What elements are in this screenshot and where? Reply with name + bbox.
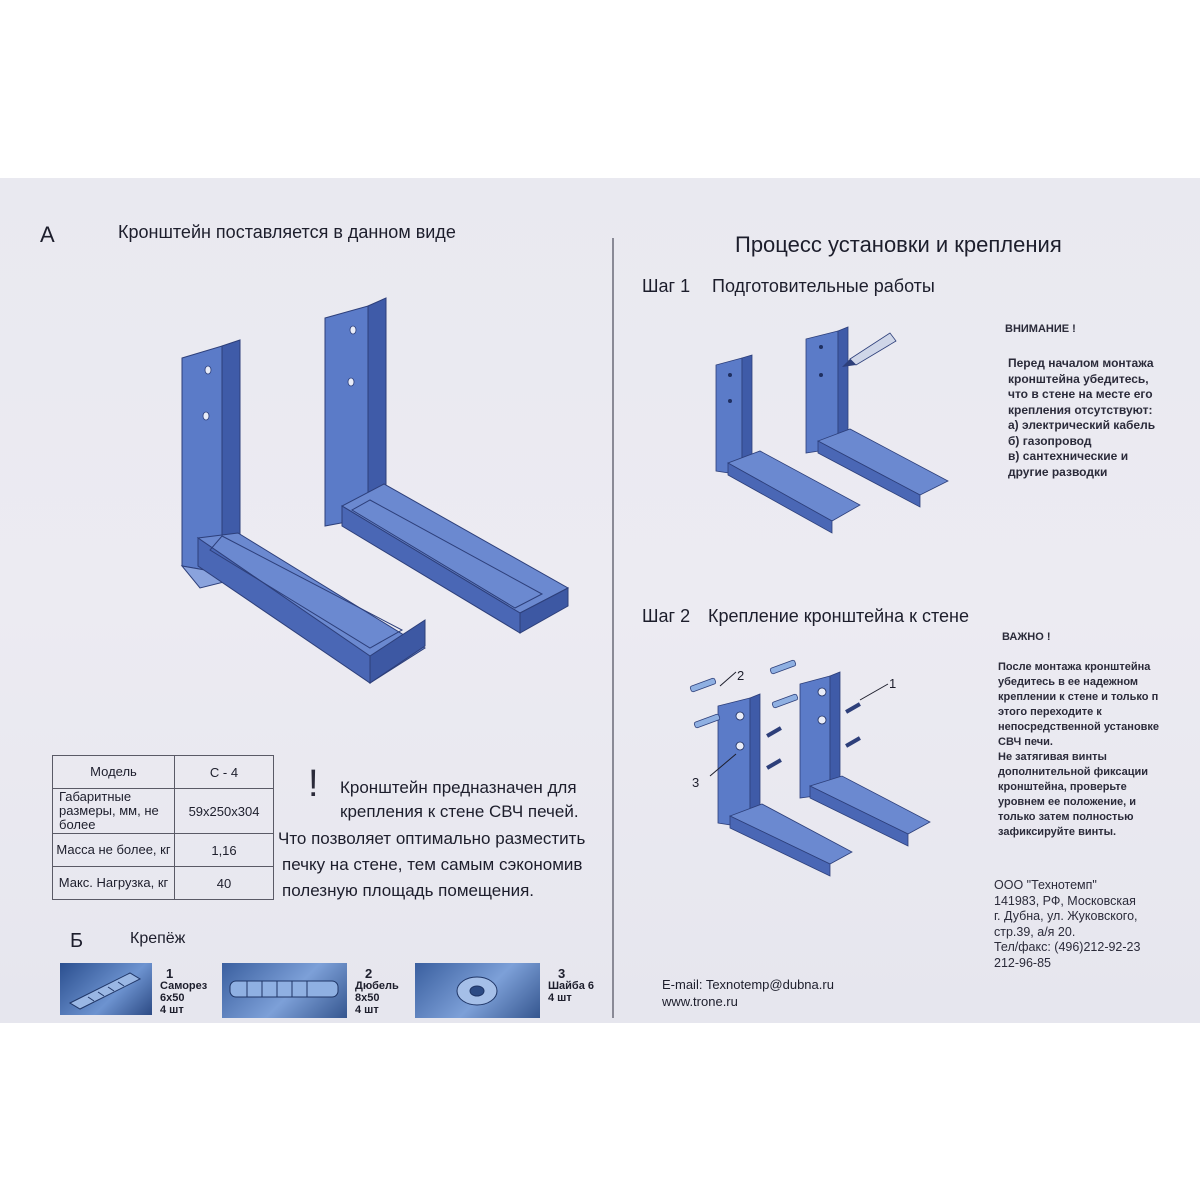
step2-title: Крепление кронштейна к стене xyxy=(708,606,969,626)
warning-title: ВНИМАНИЕ ! xyxy=(1005,323,1076,335)
warning-line: что в стене на месте его xyxy=(1008,387,1153,401)
purpose-line: Что позволяет оптимально разместить xyxy=(278,829,586,848)
company-line: г. Дубна, ул. Жуковского, xyxy=(994,909,1138,923)
bracket-pair-illustration xyxy=(170,288,590,668)
step2-label: Шаг 2 xyxy=(642,606,691,626)
purpose-line: печку на стене, тем самым сэкономив xyxy=(282,855,583,874)
warning-line: кронштейна убедитесь, xyxy=(1008,371,1149,386)
fastener-size: 6x50 xyxy=(160,992,185,1004)
step1-illustration xyxy=(700,323,960,523)
website-link[interactable]: www.trone.ru xyxy=(662,994,738,1009)
email-link[interactable]: E-mail: Texnotemp@dubna.ru xyxy=(662,977,834,992)
section-b-letter: Б xyxy=(70,930,84,952)
fastener-number: 2 xyxy=(365,966,373,981)
company-line: ООО "Технотемп" xyxy=(994,878,1097,892)
important-line: Не затягивая винты xyxy=(998,751,1107,763)
fastener-qty: 4 шт xyxy=(548,992,572,1004)
important-line: зафиксируйте винты. xyxy=(998,826,1117,838)
fastener-item-1 xyxy=(160,968,207,1016)
important-line: дополнительной фиксации xyxy=(998,766,1149,778)
important-line: убедитесь в ее надежном xyxy=(998,676,1139,688)
purpose-text xyxy=(340,776,579,824)
important-line: СВЧ печи. xyxy=(998,736,1053,748)
callout-3: 3 xyxy=(692,775,700,790)
spec-label: Масса не более, кг xyxy=(53,834,175,867)
section-a-letter: А xyxy=(40,222,55,247)
fastener-qty: 4 шт xyxy=(355,1004,379,1016)
step1-label: Шаг 1 xyxy=(642,276,691,296)
warning-line: в) сантехнические и xyxy=(1008,449,1129,463)
column-divider xyxy=(612,238,614,1018)
company-info xyxy=(994,878,1140,971)
table-row xyxy=(53,834,274,867)
important-line: только затем полностью xyxy=(998,811,1134,823)
fastener-qty: 4 шт xyxy=(160,1004,184,1016)
table-row xyxy=(53,756,274,789)
purpose-line: Кронштейн предназначен для xyxy=(340,778,577,797)
instruction-sheet xyxy=(0,178,1200,1023)
pencil-icon xyxy=(842,333,896,367)
spec-label: Макс. Нагрузка, кг xyxy=(53,867,175,900)
exclamation-icon: ! xyxy=(308,763,319,805)
company-line: Тел/факс: (496)212-92-23 xyxy=(994,940,1141,954)
important-line: уровнем ее положение, и xyxy=(998,796,1136,808)
purpose-line: крепления к стене СВЧ печей. xyxy=(340,802,579,821)
important-line: непосредственной установке xyxy=(998,721,1160,733)
purpose-text-continued xyxy=(278,826,585,904)
spec-table xyxy=(52,755,274,900)
washer-image xyxy=(415,963,540,1018)
callout-1: 1 xyxy=(889,676,897,691)
spec-value: С - 4 xyxy=(175,756,274,789)
company-line: 212-96-85 xyxy=(994,955,1051,970)
warning-line: а) электрический кабель xyxy=(1008,418,1156,432)
spec-value: 1,16 xyxy=(175,834,274,867)
fastener-name: Дюбель xyxy=(355,980,399,992)
fastener-size: 8x50 xyxy=(355,992,380,1004)
spec-label: Габаритные размеры, мм, не более xyxy=(53,789,175,834)
company-line: стр.39, а/я 20. xyxy=(994,924,1076,939)
table-row xyxy=(53,789,274,834)
warning-line: Перед началом монтажа xyxy=(1008,356,1154,370)
fastener-number: 1 xyxy=(166,966,174,981)
callout-2: 2 xyxy=(737,668,745,683)
fastener-name: Шайба 6 xyxy=(548,980,595,992)
important-line: После монтажа кронштейна xyxy=(998,661,1151,673)
table-row xyxy=(53,867,274,900)
warning-text xyxy=(1008,356,1198,480)
contacts xyxy=(662,976,834,1010)
step2-illustration xyxy=(680,658,940,878)
warning-line: крепления отсутствуют: xyxy=(1008,402,1153,417)
fastener-item-3 xyxy=(548,968,594,1004)
fastener-number: 3 xyxy=(558,966,566,981)
spec-value: 40 xyxy=(175,867,274,900)
important-line: этого переходите к xyxy=(998,706,1102,718)
important-title: ВАЖНО ! xyxy=(1002,631,1051,643)
section-b-caption: Крепёж xyxy=(130,930,186,947)
section-a-caption: Кронштейн поставляется в данном виде xyxy=(118,222,456,242)
fastener-name: Саморез xyxy=(160,980,208,992)
warning-line: другие разводки xyxy=(1008,464,1108,479)
step1-title: Подготовительные работы xyxy=(712,276,935,296)
bracket-right xyxy=(325,298,568,633)
purpose-line: полезную площадь помещения. xyxy=(282,881,535,900)
fastener-item-2 xyxy=(355,968,399,1016)
company-line: 141983, РФ, Московская xyxy=(994,893,1136,908)
warning-line: б) газопровод xyxy=(1008,433,1092,448)
screw-image xyxy=(60,963,152,1015)
important-text xyxy=(998,660,1200,840)
important-line: кронштейна, проверьте xyxy=(998,781,1127,793)
important-line: креплении к стене и только п xyxy=(998,691,1159,703)
dowel-image xyxy=(222,963,347,1018)
spec-value: 59x250x304 xyxy=(175,789,274,834)
spec-label: Модель xyxy=(53,756,175,789)
process-title: Процесс установки и крепления xyxy=(735,232,1062,257)
